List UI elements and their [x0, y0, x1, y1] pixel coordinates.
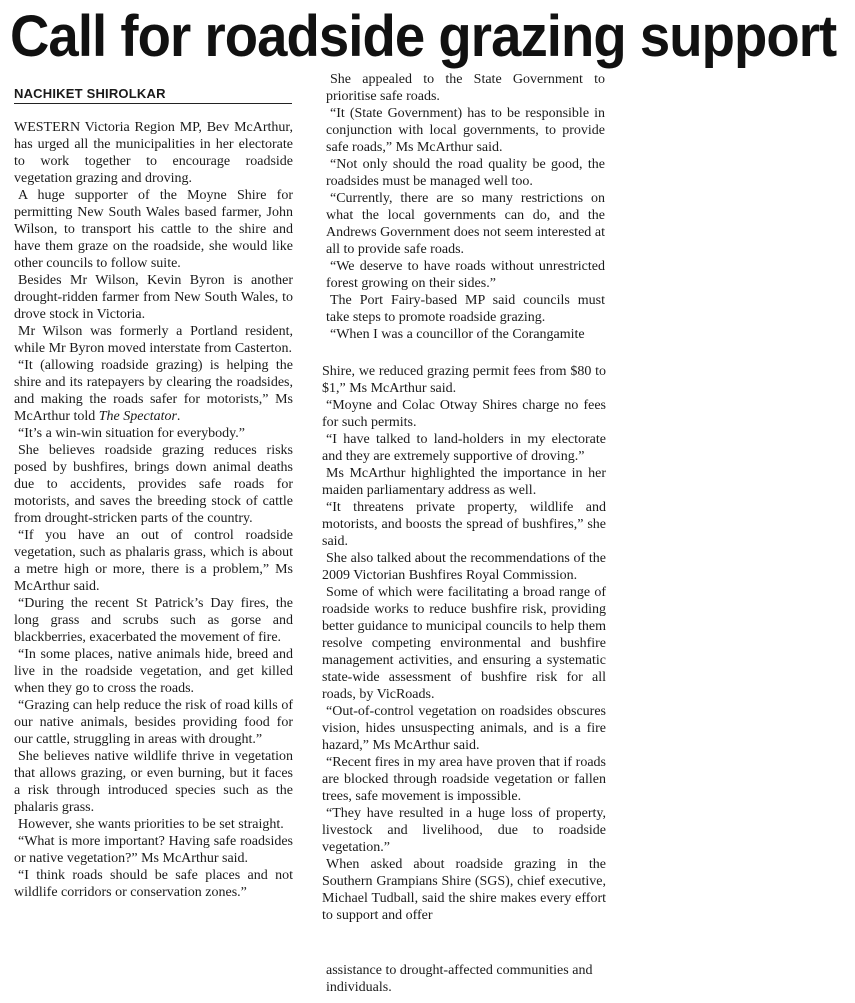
paragraph: “In some places, native animals hide, breed and live in the roadside vegetation, and get killed when they go to cross the roads.	[14, 647, 293, 696]
paragraph: She also talked about the recommendations of the 2009 Victorian Bushfires Royal Commission.	[322, 551, 606, 583]
paragraph: Ms McArthur highlighted the importance in her maiden parliamentary address as well.	[322, 466, 606, 498]
paragraph: “Currently, there are so many restrictions on what the local governments can do, and the Andrews Government does not seem interested at all to provide safe roads.	[326, 191, 605, 257]
article-column-2-middle	[322, 363, 606, 924]
paragraph: She appealed to the State Government to prioritise safe roads.	[326, 72, 605, 104]
paragraph: Some of which were facilitating a broad range of roadside works to reduce bushfire risk, providing better guidance to municipal councils to help them resolve competing environmental and bushfire management activities, and ensuring a systematic state-wide assessment of bushfire risk for all roads, by VicRoads.	[322, 585, 606, 702]
quote-text: “It (allowing roadside grazing) is helping the shire and its ratepayers by clearing the roadsides, and making the roads safer for motorists,” Ms McArthur told	[14, 358, 293, 424]
paragraph: “We deserve to have roads without unrestricted forest growing on their sides.”	[326, 259, 605, 291]
paragraph: assistance to drought-affected communities and individuals.	[326, 963, 593, 995]
article-column-1	[14, 119, 293, 901]
paragraph: “Not only should the road quality be good, the roadsides must be managed well too.	[326, 157, 605, 189]
paragraph: “I think roads should be safe places and not wildlife corridors or conservation zones.”	[14, 868, 293, 900]
paragraph: Besides Mr Wilson, Kevin Byron is another drought-ridden farmer from New South Wales, to drove stock in Victoria.	[14, 273, 293, 322]
article-column-2-top	[326, 71, 605, 343]
punctuation: .	[176, 409, 181, 424]
publication-name: The Spectator	[98, 409, 177, 424]
paragraph: A huge supporter of the Moyne Shire for permitting New South Wales based farmer, John Wilson, to transport his cattle to the shire and have them graze on the roadside, she would like other councils to follow suite.	[14, 188, 293, 271]
headline: Call for roadside grazing support	[10, 4, 837, 69]
byline: NACHIKET SHIROLKAR	[14, 86, 166, 101]
paragraph: “Recent fires in my area have proven that if roads are blocked through roadside vegetation or fallen trees, safe movement is impossible.	[322, 755, 606, 804]
paragraph: “It threatens private property, wildlife and motorists, and boosts the spread of bushfires,” she said.	[322, 500, 606, 549]
paragraph: “If you have an out of control roadside vegetation, such as phalaris grass, which is about a metre high or more, there is a problem,” Ms McArthur said.	[14, 528, 293, 594]
byline-rule	[14, 86, 292, 104]
paragraph: However, she wants priorities to be set straight.	[18, 817, 284, 832]
paragraph: “What is more important? Having safe roadsides or native vegetation?” Ms McArthur said.	[14, 834, 293, 866]
paragraph: “Moyne and Colac Otway Shires charge no fees for such permits.	[322, 398, 606, 430]
paragraph: She believes native wildlife thrive in vegetation that allows grazing, or even burning, but it faces a risk through introduced species such as the phalaris grass.	[14, 749, 293, 815]
paragraph: “It (State Government) has to be responsible in conjunction with local governments, to provide safe roads,” Ms McArthur said.	[326, 106, 605, 155]
paragraph: Mr Wilson was formerly a Portland resident, while Mr Byron moved interstate from Casterton.	[14, 324, 293, 356]
paragraph: Shire, we reduced grazing permit fees from $80 to $1,” Ms McArthur said.	[322, 364, 606, 396]
paragraph: The Port Fairy-based MP said councils must take steps to promote roadside grazing.	[326, 293, 605, 325]
paragraph	[14, 357, 293, 425]
paragraph: “They have resulted in a huge loss of property, livestock and livelihood, due to roadside vegetation.”	[322, 806, 606, 855]
article-column-2-bottom	[326, 962, 610, 996]
paragraph: When asked about roadside grazing in the Southern Grampians Shire (SGS), chief executive, Michael Tudball, said the shire makes every effort to support and offer	[322, 857, 606, 923]
paragraph: “Out-of-control vegetation on roadsides obscures vision, hides unsuspecting animals, and is a fire hazard,” Ms McArthur said.	[322, 704, 606, 753]
paragraph: “Grazing can help reduce the risk of road kills of our native animals, besides providing food for our cattle, struggling in areas with drought.”	[14, 698, 293, 747]
paragraph: WESTERN Victoria Region MP, Bev McArthur, has urged all the municipalities in her electorate to work together to encourage roadside vegetation grazing and droving.	[14, 120, 293, 186]
paragraph: “During the recent St Patrick’s Day fires, the long grass and scrubs such as gorse and blackberries, exacerbated the movement of fire.	[14, 596, 293, 645]
paragraph: She believes roadside grazing reduces risks posed by bushfires, brings down animal deaths due to accidents, provides safe roads for motorists, and saves the breeding stock of cattle from drought-stricken parts of the country.	[14, 443, 293, 526]
paragraph: “I have talked to land-holders in my electorate and they are extremely supportive of droving.”	[322, 432, 606, 464]
paragraph: “It’s a win-win situation for everybody.”	[18, 426, 245, 441]
paragraph: “When I was a councillor of the Corangamite	[330, 327, 585, 342]
